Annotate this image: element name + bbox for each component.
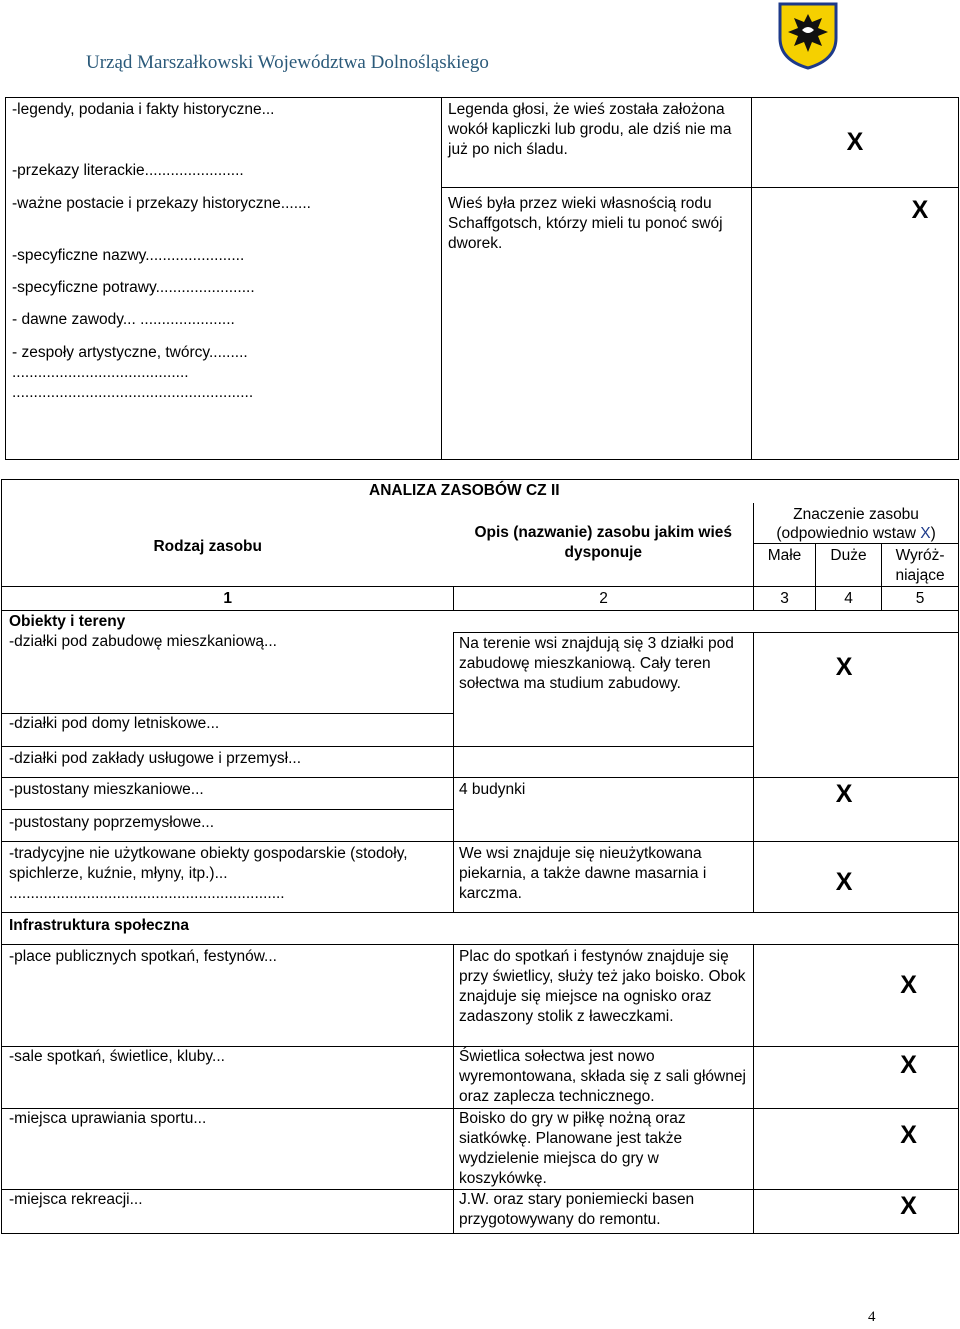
table-row-description: We wsi znajduje się nieużytkowana piekarnia, a także dawne masarnia i karczma. — [454, 841, 754, 912]
heritage-table — [5, 97, 959, 460]
table-row-label: -tradycyjne nie użytkowane obiekty gospodarskie (stodoły, spichlerze, kuźnie, młyny, itp.)... ................................................................ — [2, 841, 454, 912]
section-infrastruktura-spoleczna: Infrastruktura społeczna — [2, 912, 959, 944]
col-header-wyrozniajace: Wyróż-niające — [882, 543, 959, 586]
heritage-item: -specyficzne nazwy....................... — [12, 246, 245, 264]
znaczenie-label: Znaczenie zasobu — [793, 505, 919, 523]
importance-mark: X — [752, 98, 959, 188]
table-row-description: Świetlica sołectwa jest nowo wyremontowana, składa się z sali głównej oraz zaplecza technicznego. — [454, 1046, 754, 1108]
page-header-title: Urząd Marszałkowski Województwa Dolnośląskiego — [86, 52, 489, 73]
voivodeship-crest-icon — [778, 2, 838, 70]
col-header-rodzaj: Rodzaj zasobu — [2, 503, 454, 587]
heritage-item: -legendy, podania i fakty historyczne... — [12, 101, 275, 118]
col-number-2: 2 — [454, 586, 754, 610]
col-number-5: 5 — [882, 586, 959, 610]
table-row-label: -place publicznych spotkań, festynów... — [2, 944, 454, 1046]
heritage-item: - dawne zawody... ...................... — [12, 311, 235, 329]
importance-mark: X — [754, 777, 959, 841]
heritage-item: -przekazy literackie....................... — [12, 162, 244, 180]
table-row-description: Boisko do gry w piłkę nożną oraz siatkówkę. Planowane jest także wydzielenie miejsca do gry w koszykówkę. — [454, 1108, 754, 1189]
heritage-item: ........................................................ — [12, 384, 254, 402]
resources-analysis-table — [1, 479, 959, 1234]
importance-mark: X — [752, 187, 959, 459]
importance-mark: X — [754, 841, 959, 912]
importance-mark: X — [754, 632, 959, 777]
col-header-duze: Duże — [816, 543, 882, 586]
table-row-label: -sale spotkań, świetlice, kluby... — [2, 1046, 454, 1108]
importance-mark: X — [754, 1189, 959, 1233]
table-row-label: -miejsca rekreacji... — [2, 1189, 454, 1233]
table-row-label: -pustostany mieszkaniowe... — [2, 777, 454, 809]
table-row-label: -działki pod zabudowę mieszkaniową... — [2, 632, 454, 713]
col-header-znaczenie — [754, 503, 959, 544]
importance-mark: X — [754, 1108, 959, 1189]
heritage-item: -specyficzne potrawy....................... — [12, 279, 255, 297]
history-description: Wieś była przez wieki własnością rodu Schaffgotsch, którzy mieli tu ponoć swój dworek. — [442, 187, 752, 459]
table-row-description: Plac do spotkań i festynów znajduje się przy świetlicy, służy też jako boisko. Obok znajduje się miejsce na ognisko oraz zadaszony stolik z ławeczkami. — [454, 944, 754, 1046]
col-header-opis: Opis (nazwanie) zasobu jakim wieś dysponuje — [454, 503, 754, 587]
table-row-description: J.W. oraz stary poniemiecki basen przygotowywany do remontu. — [454, 1189, 754, 1233]
legend-description: Legenda głosi, że wieś została założona wokół kapliczki lub grodu, ale dziś nie ma już po nich śladu. — [442, 98, 752, 188]
table-row-description: Na terenie wsi znajdują się 3 działki pod zabudowę mieszkaniową. Cały teren sołectwa ma studium zabudowy. — [454, 632, 754, 746]
heritage-item: -ważne postacie i przekazy historyczne....... — [12, 194, 311, 212]
table-row-label: -działki pod domy letniskowe... — [2, 713, 454, 746]
importance-mark: X — [754, 944, 959, 1046]
heritage-item: ......................................... — [12, 364, 189, 382]
table-title: ANALIZA ZASOBÓW CZ II — [2, 480, 959, 503]
heritage-item: - zespoły artystyczne, twórcy......... — [12, 343, 248, 361]
table-row-description — [454, 746, 754, 777]
page-number: 4 — [868, 1309, 876, 1325]
section-obiekty-i-tereny: Obiekty i tereny — [2, 610, 959, 632]
heritage-items-cell — [6, 98, 442, 460]
col-number-4: 4 — [816, 586, 882, 610]
importance-mark: X — [754, 1046, 959, 1108]
col-number-3: 3 — [754, 586, 816, 610]
table-row-description: 4 budynki — [454, 777, 754, 841]
col-header-male: Małe — [754, 543, 816, 586]
table-row-label: -miejsca uprawiania sportu... — [2, 1108, 454, 1189]
znaczenie-sublabel: (odpowiednio wstaw X) — [776, 524, 936, 542]
col-number-1: 1 — [2, 586, 454, 610]
table-row-label: -pustostany poprzemysłowe... — [2, 809, 454, 841]
table-row-label: -działki pod zakłady usługowe i przemysł... — [2, 746, 454, 777]
